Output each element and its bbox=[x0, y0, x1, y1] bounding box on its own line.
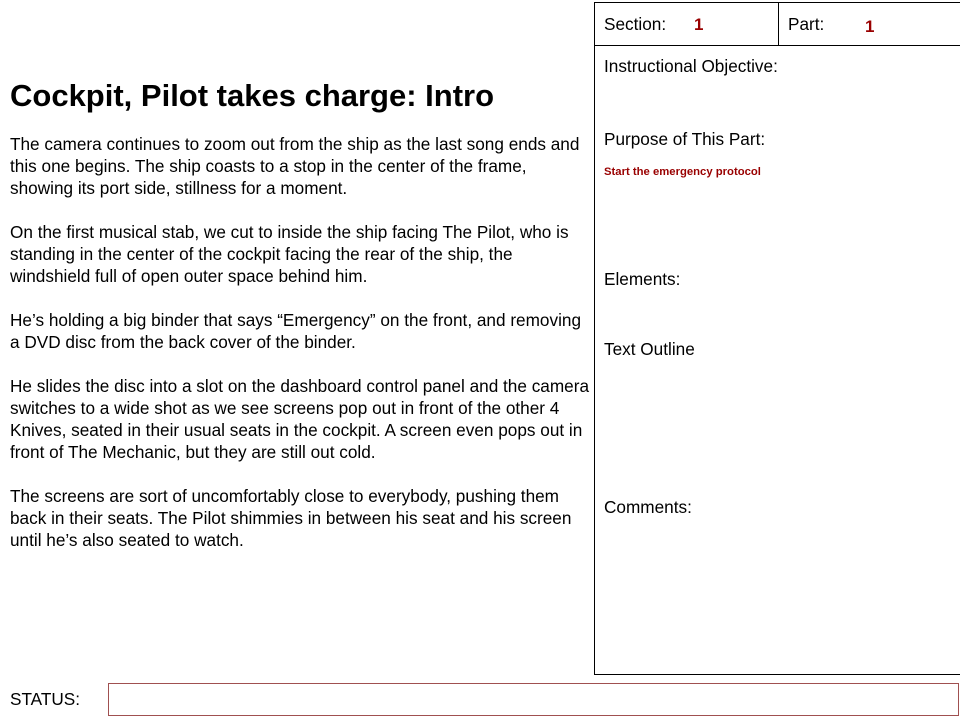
notes-panel bbox=[594, 2, 960, 675]
status-field[interactable] bbox=[108, 683, 959, 716]
part-number: 1 bbox=[865, 17, 875, 36]
part-cell bbox=[779, 3, 960, 45]
page-title: Cockpit, Pilot takes charge: Intro bbox=[10, 78, 495, 113]
script-paragraph: The screens are sort of uncomfortably close to everybody, pushing them back in their seats. The Pilot shimmies in between his seat and his screen until he’s also seated to watch. bbox=[10, 486, 572, 550]
elements-label: Elements: bbox=[604, 269, 681, 289]
status-label: STATUS: bbox=[10, 689, 81, 709]
panel-header bbox=[595, 3, 960, 46]
comments-label: Comments: bbox=[604, 497, 692, 517]
purpose-label: Purpose of This Part: bbox=[604, 129, 766, 149]
section-number: 1 bbox=[694, 15, 704, 34]
section-cell bbox=[595, 3, 779, 45]
purpose-value: Start the emergency protocol bbox=[604, 166, 761, 178]
instructional-objective-label: Instructional Objective: bbox=[604, 56, 778, 76]
script-paragraph: He’s holding a big binder that says “Emergency” on the front, and removing a DVD disc from the back cover of the binder. bbox=[10, 310, 582, 352]
section-label: Section: bbox=[604, 14, 667, 34]
text-outline-label: Text Outline bbox=[604, 339, 695, 359]
script-paragraph: He slides the disc into a slot on the dashboard control panel and the camera switches to a wide shot as we see screens pop out in front of the other 4 Knives, seated in their usual seats in the cockpit. A screen even pops out in front of The Mechanic, but they are still out cold. bbox=[10, 376, 590, 462]
script-paragraph: The camera continues to zoom out from the ship as the last song ends and this one begins. The ship coasts to a stop in the center of the frame, showing its port side, stillness for a moment. bbox=[10, 134, 580, 198]
script-paragraph: On the first musical stab, we cut to inside the ship facing The Pilot, who is standing in the center of the cockpit facing the rear of the ship, the windshield full of open outer space behind him. bbox=[10, 222, 569, 286]
script-body bbox=[10, 133, 592, 573]
part-label: Part: bbox=[788, 14, 825, 34]
